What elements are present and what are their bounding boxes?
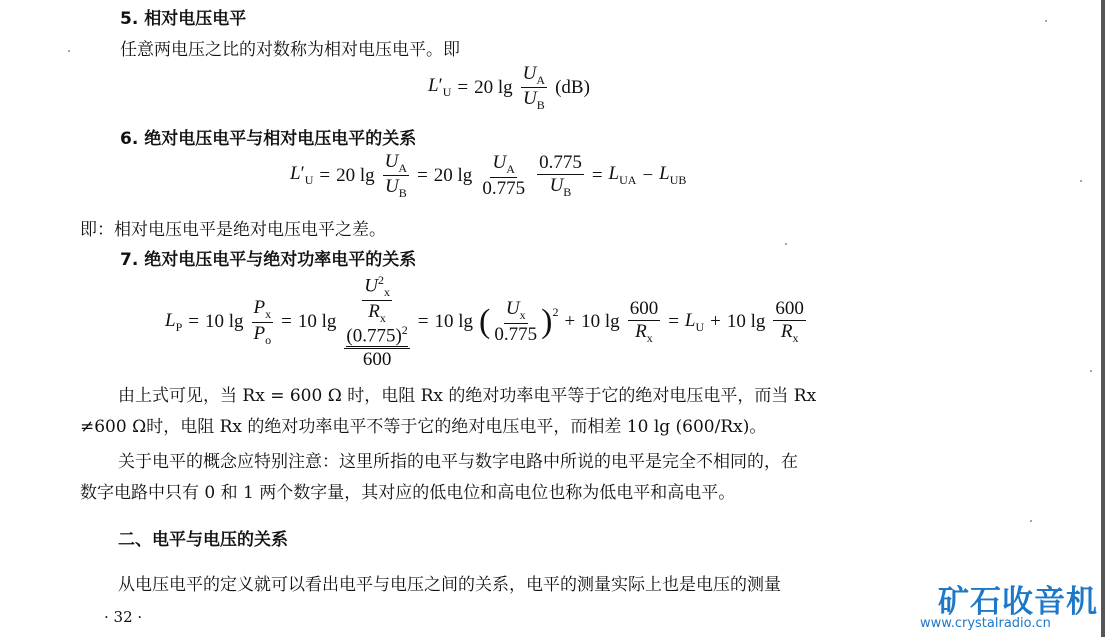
scan-speck xyxy=(1090,370,1092,372)
watermark-url: www.crystalradio.cn xyxy=(920,616,1051,631)
paragraph-2-line-2: 数字电路中只有 0 和 1 两个数字量，其对应的低电位和高电位也称为低电平和高电平。 xyxy=(80,483,736,503)
scan-speck xyxy=(1045,20,1047,22)
paragraph-1-line-1: 由上式可见，当 Rx = 600 Ω 时，电阻 Rx 的绝对功率电平等于它的绝对电压电平，而当 Rx xyxy=(118,386,817,406)
paragraph-1-line-2: ≠600 Ω时，电阻 Rx 的绝对功率电平不等于它的绝对电压电平，而相差 10 lg (600/Rx)。 xyxy=(80,417,767,437)
section-5-text: 任意两电压之比的对数称为相对电压电平。即 xyxy=(120,40,460,60)
scan-speck xyxy=(68,50,70,52)
section-heading-7: 7. 绝对电压电平与绝对功率电平的关系 xyxy=(120,250,417,270)
scan-speck xyxy=(1030,520,1032,522)
page-number: · 32 · xyxy=(104,608,143,626)
section-2-text: 从电压电平的定义就可以看出电平与电压之间的关系，电平的测量实际上也是电压的测量 xyxy=(118,575,781,595)
scan-speck xyxy=(1080,180,1082,182)
scan-speck xyxy=(785,243,787,245)
formula-relative-voltage-level: $L'_U$ = 20 lg $\frac{U_A}{U_B}$ (dB) xyxy=(428,63,590,113)
section-6-note: 即：相对电压电平是绝对电压电平之差。 xyxy=(80,220,386,240)
scan-edge xyxy=(1101,0,1105,637)
paragraph-2-line-1: 关于电平的概念应特别注意：这里所指的电平与数字电路中所说的电平是完全不相同的，在 xyxy=(118,452,798,472)
watermark-logo: 矿石收音机 xyxy=(938,584,1098,620)
section-heading-6: 6. 绝对电压电平与相对电压电平的关系 xyxy=(120,129,417,149)
section-heading-2: 二、电平与电压的关系 xyxy=(118,530,288,550)
section-heading-5: 5. 相对电压电平 xyxy=(120,9,247,29)
formula-absolute-relative-relation: $L'_U$ = 20 lg $\frac{U_A}{U_B}$ = 20 lg $\frac{U_A}{0.775}$ $\frac{0.775}{U_B}$ = $L_{UA}$ − $L_{UB}$ xyxy=(290,151,687,201)
formula-power-voltage-relation: $L_P$ = 10 lg $\frac{P_x}{P_o}$ = 10 lg $\frac{U^2_x}{R_x}$ $(0.775)^2$ 600 = 10 lg ( $\frac{U_x}{0.775}$ ) $^2$ + 10 lg $\frac{600}{R_x}$ = $L_U$ + 10 lg $\frac{600}{R_x}$ xyxy=(165,273,804,371)
